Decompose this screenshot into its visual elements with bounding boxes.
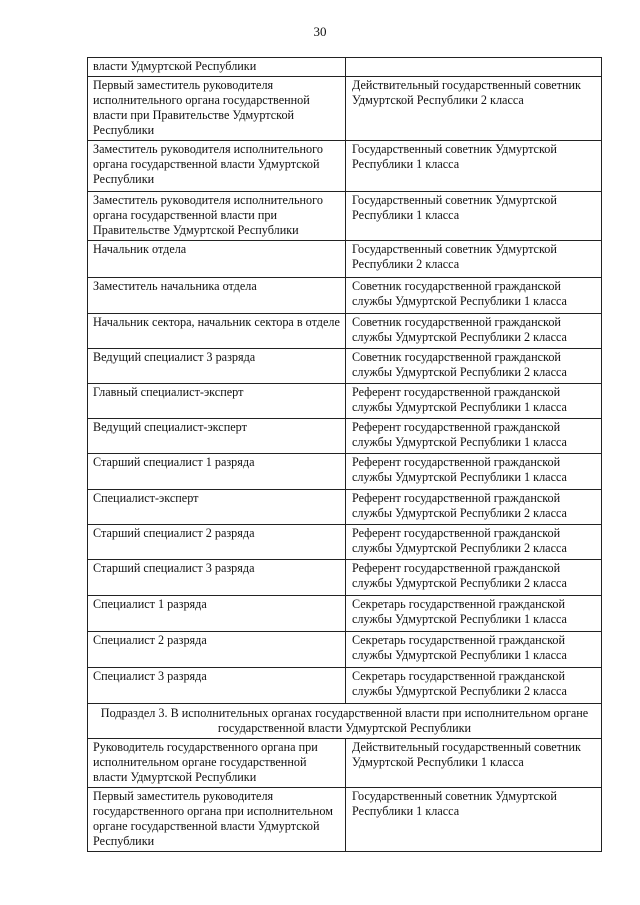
rank-cell: Советник государственной гражданской службы Удмуртской Республики 1 класса xyxy=(346,278,602,314)
table-row xyxy=(88,384,602,419)
table-row xyxy=(88,278,602,314)
section-header-row xyxy=(88,704,602,739)
position-cell: Начальник сектора, начальник сектора в отделе xyxy=(88,314,346,349)
position-cell: Заместитель начальника отдела xyxy=(88,278,346,314)
table-row xyxy=(88,632,602,668)
position-cell: Начальник отдела xyxy=(88,241,346,278)
table-row xyxy=(88,419,602,454)
table-row xyxy=(88,668,602,704)
section-title: Подраздел 3. В исполнительных органах государственной власти при исполнительном органе государственной власти Удмуртской Республики xyxy=(88,704,602,739)
position-cell: Первый заместитель руководителя исполнительного органа государственной власти при Правительстве Удмуртской Республики xyxy=(88,77,346,141)
rank-cell: Референт государственной гражданской службы Удмуртской Республики 2 класса xyxy=(346,490,602,525)
table-row xyxy=(88,141,602,192)
table-row xyxy=(88,596,602,632)
rank-cell: Референт государственной гражданской службы Удмуртской Республики 2 класса xyxy=(346,525,602,560)
position-cell: Первый заместитель руководителя государственного органа при исполнительном органе государственной власти Удмуртской Республики xyxy=(88,788,346,852)
positions-table xyxy=(87,57,602,852)
position-cell: Специалист 1 разряда xyxy=(88,596,346,632)
rank-cell: Советник государственной гражданской службы Удмуртской Республики 2 класса xyxy=(346,349,602,384)
position-cell: Специалист 3 разряда xyxy=(88,668,346,704)
position-cell: Старший специалист 2 разряда xyxy=(88,525,346,560)
rank-cell: Референт государственной гражданской службы Удмуртской Республики 2 класса xyxy=(346,560,602,596)
rank-cell: Действительный государственный советник Удмуртской Республики 2 класса xyxy=(346,77,602,141)
table-row xyxy=(88,739,602,788)
table-row xyxy=(88,314,602,349)
position-cell: Ведущий специалист-эксперт xyxy=(88,419,346,454)
position-cell: Главный специалист-эксперт xyxy=(88,384,346,419)
page-number: 30 xyxy=(313,24,327,39)
rank-cell xyxy=(346,58,602,77)
table-row xyxy=(88,525,602,560)
position-cell: Заместитель руководителя исполнительного органа государственной власти при Правительстве Удмуртской Республики xyxy=(88,192,346,241)
rank-cell: Секретарь государственной гражданской службы Удмуртской Республики 1 класса xyxy=(346,632,602,668)
rank-cell: Референт государственной гражданской службы Удмуртской Республики 1 класса xyxy=(346,454,602,490)
rank-cell: Секретарь государственной гражданской службы Удмуртской Республики 2 класса xyxy=(346,668,602,704)
position-cell: Старший специалист 3 разряда xyxy=(88,560,346,596)
rank-cell: Референт государственной гражданской службы Удмуртской Республики 1 класса xyxy=(346,384,602,419)
rank-cell: Действительный государственный советник Удмуртской Республики 1 класса xyxy=(346,739,602,788)
table-row xyxy=(88,192,602,241)
table-row xyxy=(88,349,602,384)
position-cell: Специалист-эксперт xyxy=(88,490,346,525)
rank-cell: Государственный советник Удмуртской Республики 1 класса xyxy=(346,788,602,852)
rank-cell: Государственный советник Удмуртской Республики 1 класса xyxy=(346,141,602,192)
position-cell: Ведущий специалист 3 разряда xyxy=(88,349,346,384)
rank-cell: Секретарь государственной гражданской службы Удмуртской Республики 1 класса xyxy=(346,596,602,632)
table-row xyxy=(88,241,602,278)
table-row xyxy=(88,77,602,141)
table-row xyxy=(88,58,602,77)
position-cell: Заместитель руководителя исполнительного органа государственной власти Удмуртской Республики xyxy=(88,141,346,192)
table-row xyxy=(88,560,602,596)
table-row xyxy=(88,490,602,525)
position-cell: Специалист 2 разряда xyxy=(88,632,346,668)
position-cell: Руководитель государственного органа при исполнительном органе государственной власти Удмуртской Республики xyxy=(88,739,346,788)
rank-cell: Референт государственной гражданской службы Удмуртской Республики 1 класса xyxy=(346,419,602,454)
rank-cell: Государственный советник Удмуртской Республики 2 класса xyxy=(346,241,602,278)
rank-cell: Советник государственной гражданской службы Удмуртской Республики 2 класса xyxy=(346,314,602,349)
rank-cell: Государственный советник Удмуртской Республики 1 класса xyxy=(346,192,602,241)
table-row xyxy=(88,454,602,490)
position-cell: Старший специалист 1 разряда xyxy=(88,454,346,490)
table-row xyxy=(88,788,602,852)
position-cell: власти Удмуртской Республики xyxy=(88,58,346,77)
